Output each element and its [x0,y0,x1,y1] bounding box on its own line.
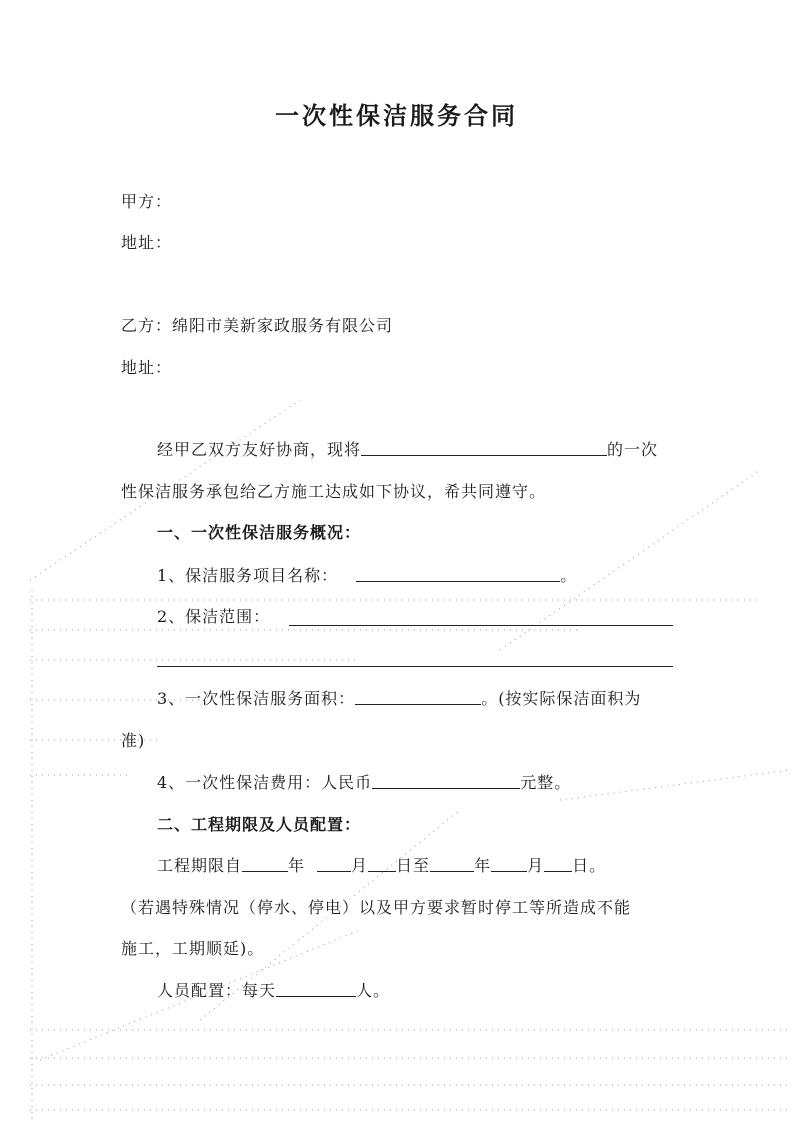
period-note-line-1: （若遇特殊情况（停水、停电）以及甲方要求暂时停工等所造成不能 [121,898,632,917]
intro-text-2: 的一次 [607,440,659,459]
item-3-note: 。(按实际保洁面积为 [481,689,642,708]
item-3 [157,688,641,710]
cleaning-scope-blank-2[interactable] [157,666,673,667]
start-month-blank[interactable] [317,855,351,872]
party-b-label: 乙方： [121,316,173,335]
item-4 [157,772,571,794]
party-a-address-label: 地址： [121,233,173,252]
year-2: 年 [474,856,492,875]
item-3-label: 3、一次性保洁服务面积： [157,689,356,708]
item-4-label: 4、一次性保洁费用：人民币 [157,773,373,792]
fee-blank[interactable] [372,772,520,789]
project-name-blank[interactable] [356,565,560,582]
party-b-address-label: 地址： [121,358,173,377]
party-a-label: 甲方： [121,192,173,211]
intro-line-2: 性保洁服务承包给乙方施工达成如下协议，希共同遵守。 [121,482,547,501]
end-day-blank[interactable] [544,855,572,872]
party-b-line [121,315,393,337]
day-to: 日至 [396,856,431,875]
start-year-blank[interactable] [242,855,288,872]
month-2: 月 [527,856,545,875]
document-title: 一次性保洁服务合同 [275,101,518,130]
project-blank[interactable] [361,439,607,456]
area-blank[interactable] [355,688,481,705]
intro-text-1: 经甲乙双方友好协商，现将 [157,440,362,459]
staff-count-blank[interactable] [276,980,356,997]
item-4-end: 元整。 [520,773,572,792]
item-2-label: 2、保洁范围： [157,607,271,626]
intro-line-1 [157,439,658,461]
section-1-heading: 一、一次性保洁服务概况： [157,523,362,542]
year-1: 年 [288,856,306,875]
month-1: 月 [351,856,369,875]
day-2: 日。 [572,856,607,875]
period-line [157,855,606,877]
party-b-name: 绵阳市美新家政服务有限公司 [172,316,394,335]
item-1 [157,565,577,587]
staff-prefix: 人员配置：每天 [157,981,277,1000]
cleaning-scope-blank-1[interactable] [289,625,673,626]
section-2-heading: 二、工程期限及人员配置： [157,815,362,834]
item-1-label: 1、保洁服务项目名称： [157,566,339,585]
period-note-line-2: 施工，工期顺延)。 [121,939,265,958]
staff-suffix: 人。 [356,981,391,1000]
staff-line [157,980,390,1002]
period-prefix: 工程期限自 [157,856,243,875]
start-day-blank[interactable] [368,855,396,872]
end-month-blank[interactable] [491,855,527,872]
end-year-blank[interactable] [430,855,474,872]
item-1-end: 。 [560,566,578,585]
item-3-note-cont: 准) [121,731,146,750]
